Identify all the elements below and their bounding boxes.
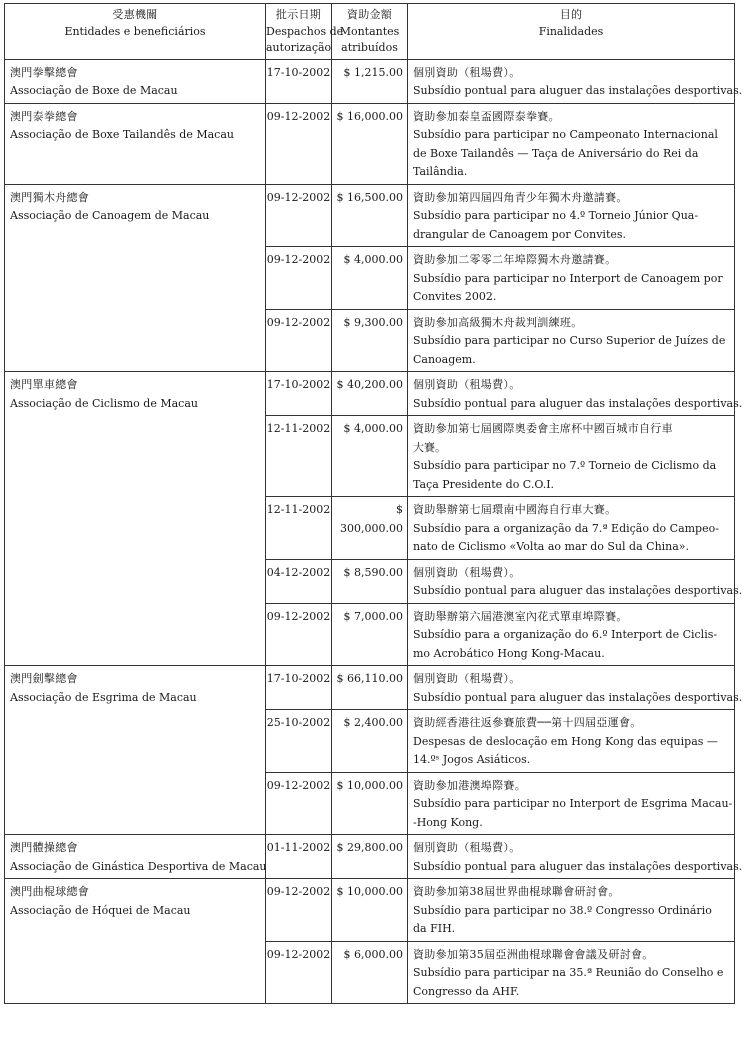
- granted-amount: $ 40,200.00: [332, 372, 408, 416]
- purpose-cell: [408, 559, 743, 603]
- header-amount-zh: 資助金額: [346, 8, 393, 21]
- table-row: [5, 59, 735, 103]
- table-body: [5, 59, 743, 1004]
- table-row: [5, 372, 735, 416]
- authorization-date: 12-11-2002: [266, 497, 332, 560]
- authorization-date: 09-12-2002: [266, 879, 332, 942]
- purpose-line: Subsídio pontual para aluguer das instalações desportivas.: [413, 690, 743, 704]
- purpose-line: 資助舉辦第七屆環南中國海自行車大賽。: [413, 503, 617, 516]
- purpose-line: 資助參加二零零二年埠際獨木舟邀請賽。: [413, 253, 617, 266]
- entity-name-pt: Associação de Esgrima de Macau: [10, 690, 197, 704]
- authorization-date: 09-12-2002: [266, 941, 332, 1004]
- purpose-line: Subsídio para participar no Interport de Canoagem por: [413, 271, 723, 285]
- entity-name-pt: Associação de Hóquei de Macau: [10, 903, 191, 917]
- purpose-line: 個別資助（租場費）。: [413, 565, 521, 579]
- purpose-cell: [408, 372, 743, 416]
- table-row: [5, 835, 735, 879]
- purpose-line: Subsídio para a organização da 7.ª Edição do Campeo-: [413, 521, 719, 535]
- entity-name-zh: 澳門泰拳總會: [10, 109, 78, 123]
- granted-amount: $ 7,000.00: [332, 603, 408, 666]
- table-row: [5, 879, 735, 942]
- purpose-cell: [408, 879, 735, 942]
- granted-amount: $ 6,000.00: [332, 941, 408, 1004]
- authorization-date: 09-12-2002: [266, 103, 332, 184]
- purpose-cell: [408, 416, 735, 497]
- purpose-line: Subsídio para participar no Curso Superior de Juízes de: [413, 334, 726, 347]
- purpose-line: nato de Ciclismo «Volta ao mar do Sul da China».: [413, 540, 690, 553]
- granted-amount: $ 16,000.00: [332, 103, 408, 184]
- authorization-date: 17-10-2002: [266, 666, 332, 710]
- purpose-line: Subsídio pontual para aluguer das instalações desportivas.: [413, 84, 743, 97]
- purpose-line: 資助參加泰皇盃國際泰拳賽。: [413, 109, 560, 123]
- granted-amount: $ 29,800.00: [332, 835, 408, 879]
- purpose-line: 個別資助（租場費）。: [413, 841, 521, 854]
- purpose-line: Subsídio para participar no Interport de Esgrima Macau-: [413, 797, 733, 810]
- purpose-cell: [408, 941, 735, 1004]
- granted-amount: $ 10,000.00: [332, 772, 408, 835]
- granted-amount: $ 2,400.00: [332, 710, 408, 773]
- purpose-line: 資助參加第38屆世界曲棍球聯會研討會。: [413, 885, 620, 898]
- purpose-line: 資助參加高級獨木舟裁判訓練班。: [413, 315, 583, 329]
- authorization-date: 04-12-2002: [266, 559, 332, 603]
- purpose-line: 資助參加第35屆亞洲曲棍球聯會會議及研討會。: [413, 947, 654, 961]
- purpose-line: 大賽。: [413, 440, 446, 454]
- purpose-line: -Hong Kong.: [413, 815, 483, 829]
- entity-name-zh: 澳門曲棍球總會: [10, 885, 90, 898]
- granted-amount: $ 8,590.00: [332, 559, 408, 603]
- header-purpose-zh: 目的: [559, 8, 583, 21]
- granted-amount: $ 1,215.00: [332, 59, 408, 103]
- authorization-date: 01-11-2002: [266, 835, 332, 879]
- authorization-date: 25-10-2002: [266, 710, 332, 773]
- purpose-line: Subsídio para participar no 38.º Congresso Ordinário: [413, 903, 712, 917]
- granted-amount: $ 10,000.00: [332, 879, 408, 942]
- table-header: [5, 4, 735, 60]
- authorization-date: 09-12-2002: [266, 309, 332, 372]
- granted-amount: $ 9,300.00: [332, 309, 408, 372]
- purpose-line: Subsídio pontual para aluguer das instalações desportivas.: [413, 859, 743, 873]
- purpose-line: mo Acrobático Hong Kong-Macau.: [413, 646, 605, 660]
- purpose-line: 資助經香港往返參賽旅費──第十四屆亞運會。: [413, 716, 642, 729]
- entity-cell: [5, 184, 266, 372]
- entity-name-pt: Associação de Boxe Tailandês de Macau: [10, 128, 234, 141]
- purpose-line: 個別資助（租場費）。: [413, 378, 521, 391]
- granted-amount: $ 66,110.00: [332, 666, 408, 710]
- purpose-cell: [408, 103, 735, 184]
- authorization-date: 12-11-2002: [266, 416, 332, 497]
- purpose-cell: [408, 247, 735, 310]
- purpose-line: Convites 2002.: [413, 290, 497, 303]
- purpose-cell: [408, 497, 735, 560]
- header-purpose-pt: Finalidades: [538, 24, 604, 38]
- purpose-line: Subsídio pontual para aluguer das instalações desportivas.: [413, 584, 743, 597]
- header-purpose: [408, 4, 735, 60]
- entity-cell: [5, 879, 266, 1004]
- authorization-date: 09-12-2002: [266, 603, 332, 666]
- authorization-date: 09-12-2002: [266, 247, 332, 310]
- purpose-cell: [408, 59, 743, 103]
- entity-name-zh: 澳門拳擊總會: [10, 65, 78, 79]
- purpose-cell: [408, 603, 735, 666]
- purpose-line: 資助參加港澳埠際賽。: [413, 778, 526, 792]
- purpose-line: 資助參加第七屆國際奧委會主席杯中國百城市自行車: [413, 422, 673, 435]
- entity-cell: [5, 666, 266, 835]
- purpose-line: Subsídio para participar na 35.ª Reunião do Conselho e: [413, 966, 724, 979]
- header-row: [5, 4, 735, 60]
- purpose-line: Tailândia.: [413, 165, 468, 178]
- granted-amount: $ 16,500.00: [332, 184, 408, 247]
- purpose-line: Subsídio para a organização do 6.º Interport de Ciclis-: [413, 628, 718, 641]
- purpose-line: Canoagem.: [413, 352, 476, 366]
- entity-cell: [5, 103, 266, 184]
- table-row: [5, 103, 735, 184]
- entity-name-pt: Associação de Boxe de Macau: [10, 84, 178, 97]
- header-amount: [332, 4, 408, 60]
- entity-name-pt: Associação de Ciclismo de Macau: [10, 396, 198, 410]
- purpose-cell: [408, 835, 743, 879]
- authorization-date: 17-10-2002: [266, 372, 332, 416]
- purpose-line: Subsídio para participar no Campeonato Internacional: [413, 128, 718, 141]
- entity-name-pt: Associação de Ginástica Desportiva de Macau: [10, 859, 267, 873]
- entity-name-zh: 澳門單車總會: [10, 378, 78, 391]
- entity-cell: [5, 372, 266, 666]
- table-row: [5, 666, 735, 710]
- purpose-cell: [408, 710, 735, 773]
- entity-name-zh: 澳門體操總會: [10, 841, 78, 854]
- header-date: [266, 4, 344, 60]
- purpose-line: Subsídio para participar no 4.º Torneio Júnior Qua-: [413, 209, 699, 222]
- authorization-date: 09-12-2002: [266, 184, 332, 247]
- header-amount-pt2: atribuídos: [341, 41, 398, 54]
- entity-cell: [5, 59, 266, 103]
- authorization-date: 09-12-2002: [266, 772, 332, 835]
- purpose-line: 14.ºˢ Jogos Asiáticos.: [413, 753, 531, 766]
- purpose-line: da FIH.: [413, 922, 456, 935]
- authorization-date: 17-10-2002: [266, 59, 332, 103]
- grants-table: [4, 3, 743, 1004]
- purpose-line: 個別資助（租場費）。: [413, 65, 521, 79]
- granted-amount: $ 4,000.00: [332, 247, 408, 310]
- purpose-line: 資助參加第四屆四角青少年獨木舟邀請賽。: [413, 190, 628, 204]
- purpose-cell: [408, 666, 743, 710]
- header-entity: [5, 4, 266, 60]
- granted-amount: $ 4,000.00: [332, 416, 408, 497]
- header-date-pt1: Despachos de: [266, 24, 344, 38]
- purpose-line: Taça Presidente do C.O.I.: [413, 477, 555, 491]
- entity-name-zh: 澳門劍擊總會: [10, 672, 78, 685]
- purpose-line: 個別資助（租場費）。: [413, 672, 521, 685]
- entity-name-pt: Associação de Canoagem de Macau: [10, 209, 210, 222]
- purpose-line: Congresso da AHF.: [413, 984, 520, 998]
- purpose-line: drangular de Canoagem por Convites.: [413, 227, 627, 241]
- table-row: [5, 184, 735, 247]
- entity-cell: [5, 835, 266, 879]
- header-entity-zh: 受惠機關: [112, 8, 158, 21]
- purpose-line: Despesas de deslocação em Hong Kong das equipas —: [413, 734, 718, 748]
- purpose-line: Subsídio pontual para aluguer das instalações desportivas.: [413, 396, 743, 410]
- purpose-line: 資助舉辦第六屆港澳室內花式單車埠際賽。: [413, 609, 628, 623]
- entity-name-zh: 澳門獨木舟總會: [10, 190, 90, 204]
- purpose-line: de Boxe Tailandês — Taça de Aniversário do Rei da: [413, 146, 699, 160]
- header-entity-pt: Entidades e beneficiários: [64, 24, 206, 38]
- granted-amount: $ 300,000.00: [332, 497, 408, 560]
- purpose-cell: [408, 184, 735, 247]
- header-date-pt2: autorização: [266, 41, 332, 54]
- purpose-cell: [408, 772, 735, 835]
- header-date-zh: 批示日期: [275, 8, 322, 21]
- purpose-line: Subsídio para participar no 7.º Torneio de Ciclismo da: [413, 459, 717, 472]
- header-amount-pt1: Montantes: [339, 24, 400, 38]
- purpose-cell: [408, 309, 735, 372]
